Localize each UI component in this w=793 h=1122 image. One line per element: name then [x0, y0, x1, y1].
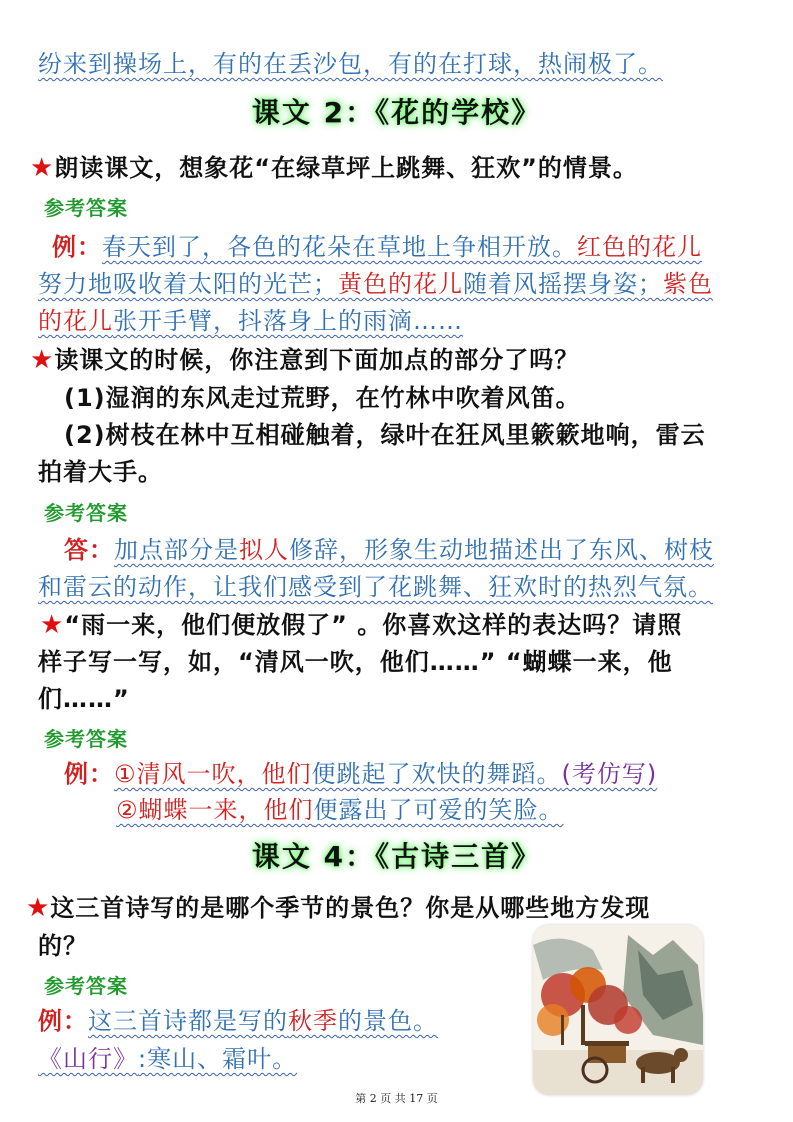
question-text: “雨一来，他们便放假了” 。你喜欢这样的表达吗？请照: [64, 611, 683, 639]
answer-text-red: 拟人: [239, 536, 289, 564]
question-3-line-2: 样子写一写，如，“清风一吹，他们……” “蝴蝶一来，他: [38, 648, 673, 676]
answer-label: 参考答案: [44, 501, 128, 525]
lesson4-question-1: [26, 888, 650, 923]
answer-text-red: 红色的花儿: [577, 233, 702, 261]
sentence-1: (1)湿润的东风走过荒野，在竹林中吹着风笛。: [64, 384, 581, 412]
lesson2-title: 课文 2：《花的学校》: [251, 96, 542, 129]
answer-text-red: 紫色: [663, 270, 713, 298]
lesson2-question-1: [30, 148, 638, 183]
answer-text: 努力地吸收着太阳的光芒；: [38, 270, 338, 298]
answer-label: 参考答案: [44, 974, 128, 998]
lesson2-question-3: [40, 605, 682, 640]
page-footer: 第 2 页 共 17 页: [355, 1092, 438, 1105]
answer-1-line-1: [52, 227, 702, 262]
answer-text: 加点部分是: [114, 536, 239, 564]
example-label: 例：: [64, 760, 114, 788]
lesson2-question-2: [30, 340, 579, 375]
star-icon: ★: [40, 610, 65, 640]
answer-label: 参考答案: [44, 196, 128, 220]
question-text: 这三首诗写的是哪个季节的景色？你是从哪些地方发现: [50, 894, 651, 922]
star-icon: ★: [30, 153, 55, 183]
answer-text-red: 的花儿: [38, 307, 113, 335]
answer-label: 参考答案: [44, 727, 128, 751]
question-text: 读课文的时候，你注意到下面加点的部分了吗？: [54, 346, 580, 374]
answer-text-red: 黄色的花儿: [338, 270, 463, 298]
answer-text-red: 秋季: [288, 1007, 338, 1035]
lesson4-answer-line-2: [38, 1039, 297, 1074]
answer-2-line-1: [64, 530, 714, 565]
example-label: 例：: [38, 1007, 88, 1035]
answer-text: 便跳起了欢快的舞蹈。: [311, 760, 562, 788]
answer-1-line-3: [38, 301, 463, 336]
answer-2-line-2: 和雷云的动作，让我们感受到了花跳舞、狂欢时的热烈气氛。: [38, 573, 713, 601]
sentence-3: 拍着大手。: [38, 458, 163, 486]
answer-text-red: ②蝴蝶一来，他们: [116, 796, 314, 824]
answer-text: 这三首诗都是写的: [88, 1007, 288, 1035]
answer-prefix: 答：: [64, 536, 114, 564]
answer-text: 修辞，形象生动地描述出了东风、树枝: [289, 536, 714, 564]
question-text: 朗读课文，想象花“在绿草坪上跳舞、狂欢”的情景。: [54, 154, 638, 182]
question-3-line-3: 们……”: [38, 685, 130, 713]
answer-note: (考仿写): [561, 760, 658, 788]
question-line-2: 的？: [38, 932, 88, 960]
answer-text-red: ①清风一吹，他们: [114, 760, 312, 788]
answer-3-line-1: [64, 754, 657, 789]
answer-text: :寒山、霜叶。: [138, 1045, 298, 1073]
autumn-painting-image: [533, 925, 703, 1095]
intro-line: 纷来到操场上，有的在丢沙包，有的在打球，热闹极了。: [38, 50, 663, 78]
answer-text: 张开手臂，抖落身上的雨滴……: [113, 307, 463, 335]
sentence-2: (2)树枝在林中互相碰触着，绿叶在狂风里簌簌地响，雷云: [64, 421, 706, 449]
star-icon: ★: [26, 893, 51, 923]
answer-text: 随着风摇摆身姿；: [463, 270, 663, 298]
poem-title: 《山行》: [38, 1045, 138, 1073]
star-icon: ★: [30, 345, 55, 375]
lesson4-title: 课文 4：《古诗三首》: [251, 840, 542, 873]
answer-1-line-2: [38, 264, 713, 299]
answer-3-line-2: [116, 790, 564, 825]
answer-text: 的景色。: [338, 1007, 438, 1035]
lesson4-answer-line-1: [38, 1001, 438, 1036]
answer-text: 便露出了可爱的笑脸。: [313, 796, 564, 824]
example-label: 例：: [52, 233, 102, 261]
answer-text: 春天到了，各色的花朵在草地上争相开放。: [102, 233, 577, 261]
